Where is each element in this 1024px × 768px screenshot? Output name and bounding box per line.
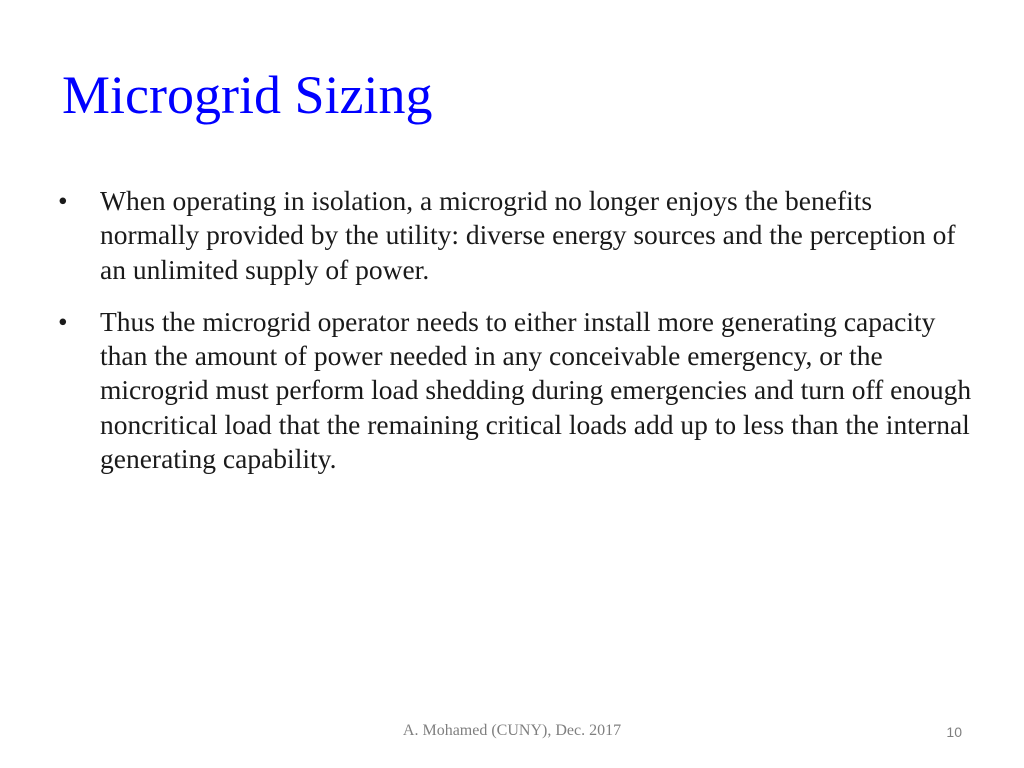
bullet-marker: • [58, 185, 68, 216]
bullet-list [58, 184, 978, 494]
bullet-item [58, 305, 978, 476]
bullet-marker: • [58, 305, 68, 337]
slide-footer: A. Mohamed (CUNY), Dec. 2017 [402, 722, 622, 739]
slide-title: Microgrid Sizing [62, 65, 433, 125]
bullet-text: When operating in isolation, a microgrid no longer enjoys the benefits normally provided by the utility: diverse energy sources and the perception of an unlimited supply of power. [100, 185, 956, 285]
bullet-text: Thus the microgrid operator needs to either install more generating capacity than the amount of power needed in any conceivable emergency, or the microgrid must perform load shedding during emergencies and turn off enough noncritical load that the remaining critical loads add up to less than the internal generating capability. [100, 305, 972, 475]
bullet-item [58, 184, 978, 287]
slide-number: 10 [946, 724, 962, 740]
